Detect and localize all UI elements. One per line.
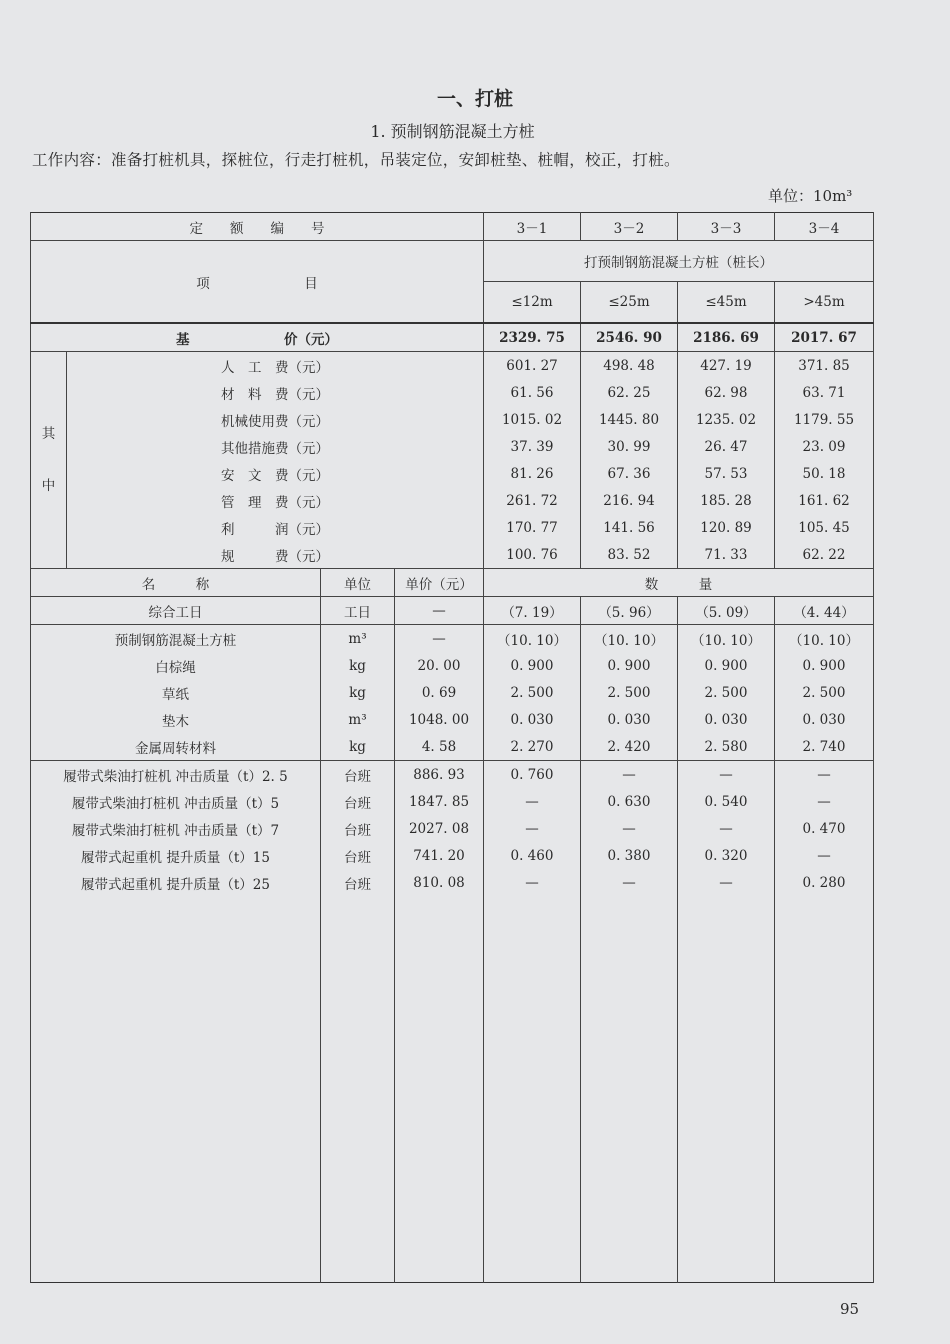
cost-value: 57. 53: [678, 460, 775, 487]
cost-value: 427. 19: [678, 352, 775, 380]
cost-value: 216. 94: [581, 487, 678, 514]
cost-value: 37. 39: [484, 433, 581, 460]
item-header-row: [31, 241, 874, 282]
cost-value: 100. 76: [484, 541, 581, 569]
cost-label: 管 理 费（元）: [67, 487, 484, 514]
base-price-label: 基 价（元）: [31, 323, 484, 352]
cost-row: [31, 406, 874, 433]
resource-quantity: 2. 500: [775, 679, 874, 706]
resource-quantity: 0. 630: [581, 788, 678, 815]
machine-row: [31, 815, 874, 842]
among-char: 其: [41, 426, 56, 442]
unit-header: 单位: [321, 569, 395, 597]
resource-price: 1847. 85: [395, 788, 484, 815]
quota-number-label: 定 额 编 号: [31, 213, 484, 241]
resource-quantity: 0. 470: [775, 815, 874, 842]
cost-value: 26. 47: [678, 433, 775, 460]
resource-name: 综合工日: [31, 597, 321, 625]
resource-quantity: 0. 460: [484, 842, 581, 869]
resource-quantity: 2. 580: [678, 733, 775, 761]
resource-quantity: 0. 900: [484, 652, 581, 679]
resource-unit: 台班: [321, 761, 395, 789]
quota-number-row: [31, 213, 874, 241]
resource-header-row: [31, 569, 874, 597]
cost-value: 62. 25: [581, 379, 678, 406]
cost-row: [31, 460, 874, 487]
resource-quantity: 0. 540: [678, 788, 775, 815]
cost-value: 105. 45: [775, 514, 874, 541]
quota-table: [30, 212, 874, 1283]
price-header: 单价（元）: [395, 569, 484, 597]
resource-name: 预制钢筋混凝土方桩: [31, 625, 321, 653]
filler-cell: [484, 896, 581, 1282]
resource-name: 履带式起重机 提升质量（t）15: [31, 842, 321, 869]
item-label: 项 目: [31, 241, 484, 324]
resource-name: 金属周转材料: [31, 733, 321, 761]
material-row: [31, 679, 874, 706]
resource-unit: kg: [321, 733, 395, 761]
cost-label: 安 文 费（元）: [67, 460, 484, 487]
unit-label: 单位：10m³: [768, 187, 853, 205]
resource-quantity: 0. 380: [581, 842, 678, 869]
resource-name: 履带式起重机 提升质量（t）25: [31, 869, 321, 896]
resource-quantity: —: [484, 788, 581, 815]
resource-price: 0. 69: [395, 679, 484, 706]
cost-value: 61. 56: [484, 379, 581, 406]
group-title: 打预制钢筋混凝土方桩（桩长）: [484, 241, 874, 282]
quota-number: 3－2: [581, 213, 678, 241]
resource-quantity: —: [484, 815, 581, 842]
resource-unit: kg: [321, 679, 395, 706]
cost-value: 67. 36: [581, 460, 678, 487]
base-price-value: 2546. 90: [581, 323, 678, 352]
cost-label: 材 料 费（元）: [67, 379, 484, 406]
resource-quantity: 0. 900: [678, 652, 775, 679]
cost-value: 50. 18: [775, 460, 874, 487]
material-row: [31, 652, 874, 679]
resource-quantity: 2. 500: [678, 679, 775, 706]
cost-value: 30. 99: [581, 433, 678, 460]
quota-table-body: [31, 213, 874, 1283]
cost-row: [31, 514, 874, 541]
filler-cell: [321, 896, 395, 1282]
filler-cell: [31, 896, 321, 1282]
resource-name: 履带式柴油打桩机 冲击质量（t）5: [31, 788, 321, 815]
cost-row: [31, 379, 874, 406]
filler-cell: [581, 896, 678, 1282]
cost-value: 83. 52: [581, 541, 678, 569]
material-row: [31, 625, 874, 653]
page-number: 95: [840, 1300, 860, 1318]
resource-unit: m³: [321, 625, 395, 653]
resource-quantity: （4. 44）: [775, 597, 874, 625]
resource-price: 810. 08: [395, 869, 484, 896]
cost-value: 185. 28: [678, 487, 775, 514]
resource-unit: 台班: [321, 842, 395, 869]
resource-price: 886. 93: [395, 761, 484, 789]
cost-label: 其他措施费（元）: [67, 433, 484, 460]
resource-unit: 台班: [321, 788, 395, 815]
resource-quantity: （10. 10）: [484, 625, 581, 653]
quantity-header: 数 量: [484, 569, 874, 597]
cost-value: 141. 56: [581, 514, 678, 541]
filler-cell: [775, 896, 874, 1282]
resource-quantity: 2. 500: [484, 679, 581, 706]
cost-value: 120. 89: [678, 514, 775, 541]
resource-quantity: 0. 280: [775, 869, 874, 896]
pile-length: >45m: [775, 282, 874, 324]
among-label: [31, 352, 67, 569]
resource-quantity: 0. 320: [678, 842, 775, 869]
resource-quantity: 2. 420: [581, 733, 678, 761]
cost-value: 1445. 80: [581, 406, 678, 433]
cost-value: 1015. 02: [484, 406, 581, 433]
cost-value: 170. 77: [484, 514, 581, 541]
resource-quantity: 0. 900: [775, 652, 874, 679]
resource-quantity: （10. 10）: [775, 625, 874, 653]
cost-row: [31, 433, 874, 460]
resource-name: 白棕绳: [31, 652, 321, 679]
cost-value: 23. 09: [775, 433, 874, 460]
resource-price: —: [395, 597, 484, 625]
resource-quantity: 2. 500: [581, 679, 678, 706]
resource-unit: kg: [321, 652, 395, 679]
cost-label: 利 润（元）: [67, 514, 484, 541]
quota-number: 3－4: [775, 213, 874, 241]
name-header: 名 称: [31, 569, 321, 597]
resource-quantity: —: [678, 869, 775, 896]
resource-quantity: （5. 96）: [581, 597, 678, 625]
quota-number: 3－3: [678, 213, 775, 241]
labor-row: [31, 597, 874, 625]
pile-length: ≤12m: [484, 282, 581, 324]
cost-row: [31, 541, 874, 569]
machine-row: [31, 761, 874, 789]
base-price-row: [31, 323, 874, 352]
resource-quantity: 0. 030: [775, 706, 874, 733]
resource-name: 履带式柴油打桩机 冲击质量（t）2. 5: [31, 761, 321, 789]
resource-quantity: —: [581, 761, 678, 789]
cost-value: 371. 85: [775, 352, 874, 380]
resource-quantity: 0. 030: [581, 706, 678, 733]
cost-row: [31, 352, 874, 380]
resource-unit: 台班: [321, 869, 395, 896]
resource-quantity: —: [581, 815, 678, 842]
section-title: 一、打桩: [436, 88, 513, 110]
resource-quantity: —: [678, 761, 775, 789]
resource-price: —: [395, 625, 484, 653]
resource-unit: 工日: [321, 597, 395, 625]
resource-name: 草纸: [31, 679, 321, 706]
cost-value: 63. 71: [775, 379, 874, 406]
resource-price: 4. 58: [395, 733, 484, 761]
cost-value: 1179. 55: [775, 406, 874, 433]
resource-quantity: 0. 030: [678, 706, 775, 733]
resource-quantity: —: [484, 869, 581, 896]
cost-label: 规 费（元）: [67, 541, 484, 569]
resource-quantity: 0. 760: [484, 761, 581, 789]
filler-row: [31, 896, 874, 1282]
resource-quantity: 0. 900: [581, 652, 678, 679]
pile-length: ≤25m: [581, 282, 678, 324]
cost-label: 人 工 费（元）: [67, 352, 484, 380]
quota-number: 3－1: [484, 213, 581, 241]
resource-quantity: （10. 10）: [581, 625, 678, 653]
cost-label: 机械使用费（元）: [67, 406, 484, 433]
cost-value: 261. 72: [484, 487, 581, 514]
cost-row: [31, 487, 874, 514]
base-price-value: 2186. 69: [678, 323, 775, 352]
among-char: 中: [41, 478, 56, 494]
filler-cell: [395, 896, 484, 1282]
sub-title: 1. 预制钢筋混凝土方桩: [370, 122, 535, 141]
cost-value: 1235. 02: [678, 406, 775, 433]
resource-price: 1048. 00: [395, 706, 484, 733]
resource-quantity: （5. 09）: [678, 597, 775, 625]
resource-quantity: 2. 740: [775, 733, 874, 761]
cost-value: 71. 33: [678, 541, 775, 569]
cost-value: 161. 62: [775, 487, 874, 514]
base-price-value: 2017. 67: [775, 323, 874, 352]
resource-name: 履带式柴油打桩机 冲击质量（t）7: [31, 815, 321, 842]
base-price-value: 2329. 75: [484, 323, 581, 352]
filler-cell: [678, 896, 775, 1282]
machine-row: [31, 788, 874, 815]
pile-length: ≤45m: [678, 282, 775, 324]
material-row: [31, 733, 874, 761]
resource-quantity: —: [775, 788, 874, 815]
resource-quantity: —: [775, 761, 874, 789]
cost-value: 81. 26: [484, 460, 581, 487]
resource-quantity: 0. 030: [484, 706, 581, 733]
resource-quantity: —: [581, 869, 678, 896]
resource-unit: m³: [321, 706, 395, 733]
cost-value: 62. 22: [775, 541, 874, 569]
resource-quantity: （10. 10）: [678, 625, 775, 653]
resource-unit: 台班: [321, 815, 395, 842]
resource-price: 741. 20: [395, 842, 484, 869]
resource-name: 垫木: [31, 706, 321, 733]
resource-price: 20. 00: [395, 652, 484, 679]
material-row: [31, 706, 874, 733]
cost-value: 498. 48: [581, 352, 678, 380]
resource-quantity: —: [678, 815, 775, 842]
resource-quantity: （7. 19）: [484, 597, 581, 625]
work-content: 工作内容：准备打桩机具，探桩位，行走打桩机，吊装定位，安卸桩垫、桩帽，校正，打桩。: [32, 151, 680, 169]
cost-value: 601. 27: [484, 352, 581, 380]
resource-price: 2027. 08: [395, 815, 484, 842]
machine-row: [31, 869, 874, 896]
resource-quantity: 2. 270: [484, 733, 581, 761]
machine-row: [31, 842, 874, 869]
resource-quantity: —: [775, 842, 874, 869]
cost-value: 62. 98: [678, 379, 775, 406]
